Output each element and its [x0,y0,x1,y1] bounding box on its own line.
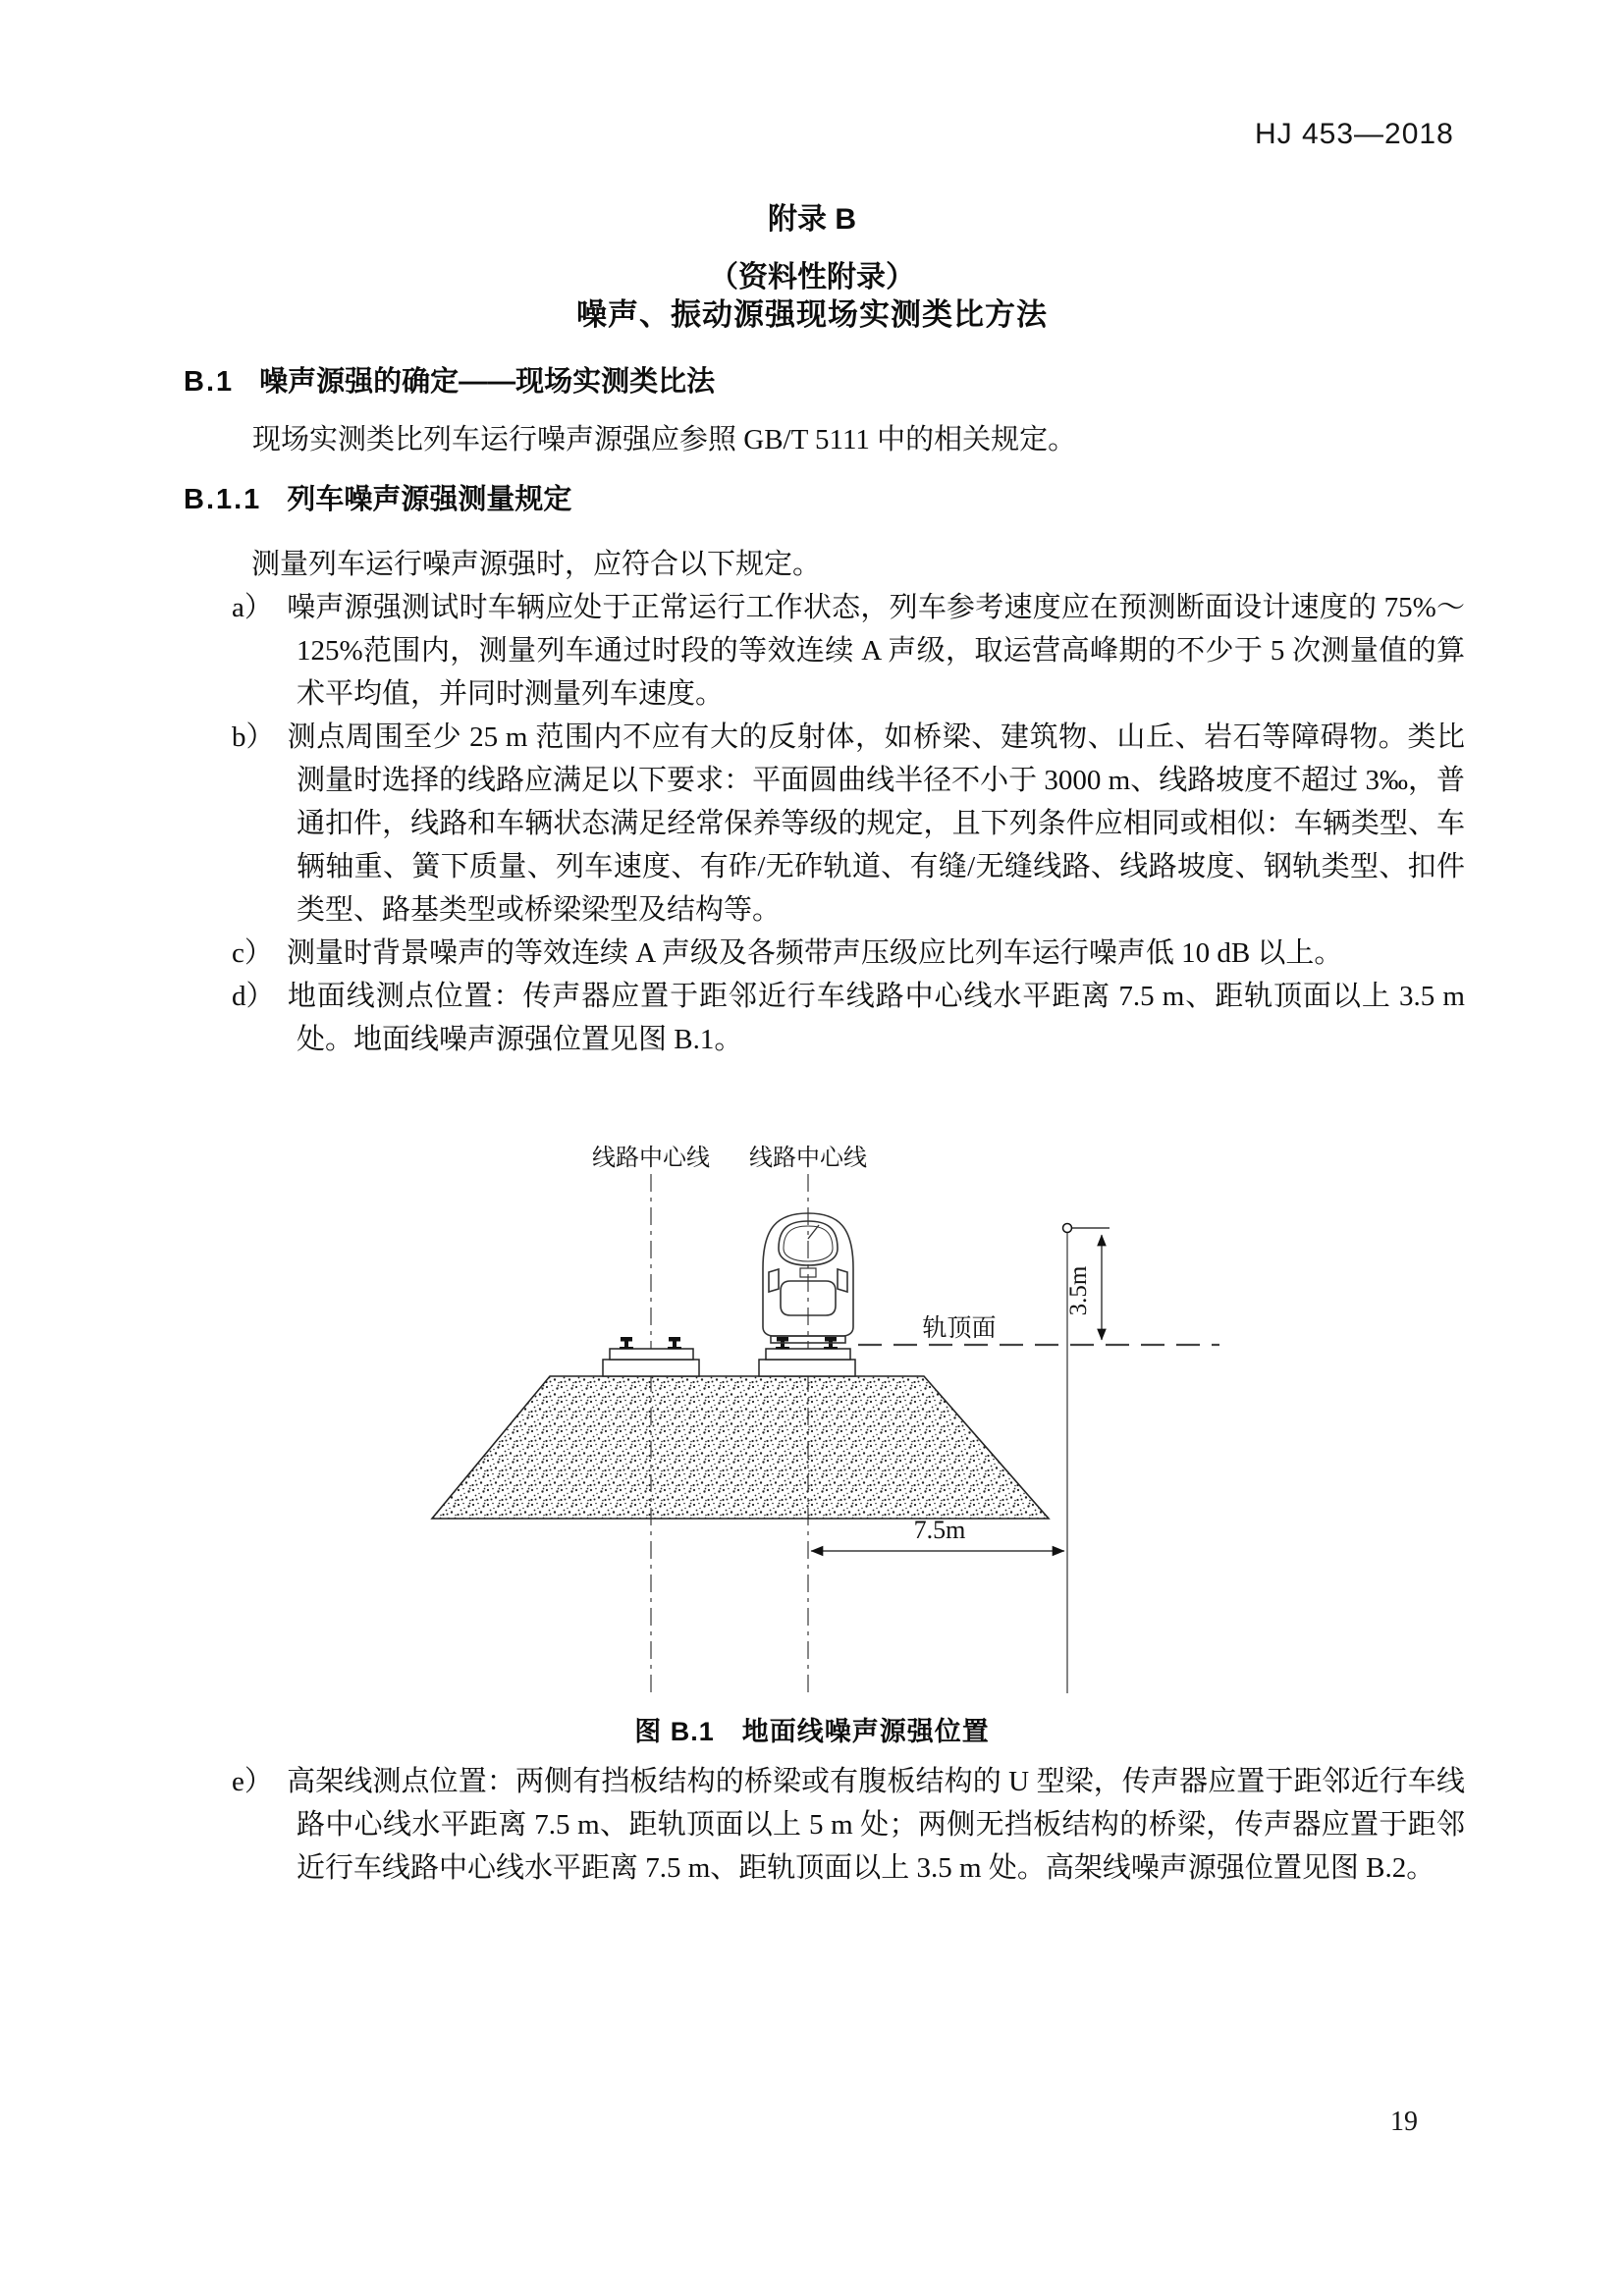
embankment [432,1376,1049,1519]
rail-top-label: 轨顶面 [922,1315,997,1342]
train-left-vent [769,1269,779,1292]
appendix-type: （资料性附录） [709,261,915,294]
b11-intro: 测量列车运行噪声源强时，应符合以下规定。 [251,549,822,580]
list-item-d [232,975,1465,1061]
list-item-b [232,716,1465,932]
section-b11-heading [184,477,571,517]
height-dimension-label: 3.5m [1065,1265,1092,1316]
section-b11-body-continued [232,1760,1465,1890]
standard-number: HJ 453—2018 [1255,118,1454,150]
list-item-d-text: 地面线测点位置：传声器应置于距邻近行车线路中心线水平距离 7.5 m、距轨顶面以上 3.5 m 处。地面线噪声源强位置见图 B.1。 [287,981,1465,1055]
section-b11-body [232,543,1465,1061]
width-dimension-label: 7.5m [913,1516,966,1544]
right-track [759,1349,855,1376]
list-item-d-marker: d） [232,981,275,1012]
appendix-title: 噪声、振动源强现场实测类比方法 [576,297,1048,332]
list-item-c-marker: c） [232,937,273,969]
page-number: 19 [1390,2107,1418,2137]
section-b1-paragraph: 现场实测类比列车运行噪声源强应参照 GB/T 5111 中的相关规定。 [252,424,1077,455]
list-item-e-marker: e） [232,1766,273,1797]
appendix-label: 附录 B [768,203,856,236]
list-item-b-marker: b） [232,721,275,753]
list-item-a [232,586,1465,716]
train-right-vent [838,1269,847,1292]
list-item-e [232,1760,1465,1890]
list-item-e-text: 高架线测点位置：两侧有挡板结构的桥梁或有腹板结构的 U 型梁，传声器应置于距邻近行车线路中心线水平距离 7.5 m、距轨顶面以上 5 m 处；两侧无挡板结构的桥梁，传声器应置于距邻近行车线路中心线水平距离 7.5 m、距轨顶面以上 3.5 m 处。高架线噪声源强位置见图 B.2。 [287,1766,1465,1884]
train-wiper [808,1225,819,1239]
section-b11-number: B.1.1 [184,484,262,515]
figure-caption: 图 B.1 地面线噪声源强位置 [634,1717,990,1746]
section-b1-heading [184,359,715,400]
section-b1-number: B.1 [184,366,235,398]
microphone-point [1063,1224,1072,1233]
left-track [603,1349,699,1376]
list-item-c-text: 测量时背景噪声的等效连续 A 声级及各频带声压级应比列车运行噪声低 10 dB 以上。 [287,937,1343,969]
list-item-a-text: 噪声源强测试时车辆应处于正常运行工作状态，列车参考速度应在预测断面设计速度的 75%～125%范围内，测量列车通过时段的等效连续 A 声级，取运营高峰期的不少于 5 次测量值的算术平均值，并同时测量列车速度。 [287,592,1465,710]
section-b11-title: 列车噪声源强测量规定 [287,484,572,515]
figure-b1-diagram [412,1141,1237,1730]
list-item-b-text: 测点周围至少 25 m 范围内不应有大的反射体，如桥梁、建筑物、山丘、岩石等障碍物。类比测量时选择的线路应满足以下要求：平面圆曲线半径不小于 3000 m、线路坡度不超过 3‰，普通扣件，线路和车辆状态满足经常保养等级的规定，且下列条件应相同或相似：车辆类型、车辆轴重、簧下质量、列车速度、有砟/无砟轨道、有缝/无缝线路、线路坡度、钢轨类型、扣件类型、路基类型或桥梁梁型及结构等。 [287,721,1465,926]
right-centerline-label: 线路中心线 [749,1146,867,1171]
list-item-c [232,932,1465,975]
left-centerline-label: 线路中心线 [592,1146,710,1171]
section-b1-title: 噪声源强的确定——现场实测类比法 [259,366,716,398]
list-item-a-marker: a） [232,592,273,623]
